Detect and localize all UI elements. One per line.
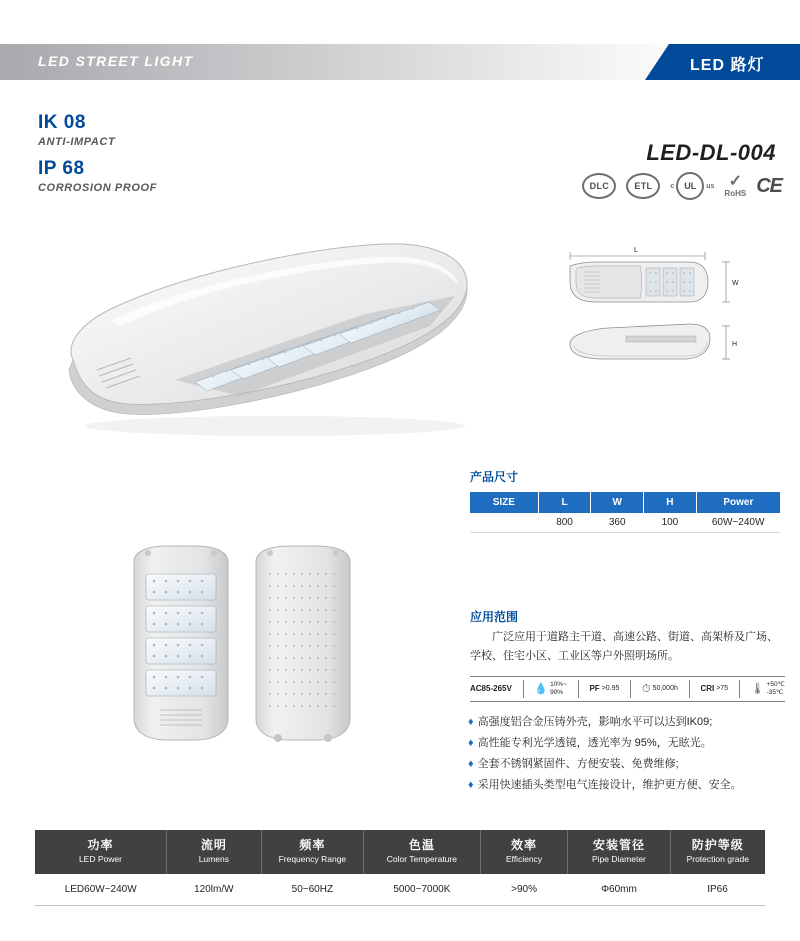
spec-cri bbox=[700, 685, 728, 693]
rating-block bbox=[38, 112, 157, 204]
col-efficiency-en: Efficiency bbox=[505, 854, 543, 864]
rohs-icon bbox=[724, 172, 747, 198]
specification-table bbox=[35, 830, 765, 906]
feature-text: 高性能专利光学透镜，透光率为 95%，无眩光。 bbox=[477, 737, 712, 749]
clock-icon: ⏱ bbox=[641, 683, 651, 695]
col-cct-cn: 色温 bbox=[408, 838, 435, 852]
cell-protection: IP66 bbox=[670, 874, 765, 906]
dim-cell-l: 800 bbox=[538, 513, 591, 533]
spec-col-lumens bbox=[166, 830, 261, 874]
col-protection-cn: 防护等级 bbox=[691, 838, 744, 852]
table-row bbox=[35, 874, 765, 906]
spec-icon-strip bbox=[470, 676, 785, 702]
ik-rating-code: IK 08 bbox=[38, 112, 86, 133]
dimensions-title: 产品尺寸 bbox=[470, 470, 519, 484]
dim-col-l: L bbox=[538, 492, 591, 513]
col-cct-en: Color Temperature bbox=[386, 854, 457, 864]
col-pipe-cn: 安装管径 bbox=[592, 838, 645, 852]
drawing-label-w: W bbox=[732, 280, 739, 287]
spec-col-frequency bbox=[261, 830, 363, 874]
col-frequency-en: Frequency Range bbox=[278, 854, 347, 864]
spec-col-pipe bbox=[568, 830, 670, 874]
cell-power: LED60W~240W bbox=[35, 874, 166, 906]
rohs-label: RoHS bbox=[724, 188, 747, 198]
ul-listed-icon bbox=[670, 172, 714, 200]
dim-cell-h: 100 bbox=[644, 513, 697, 533]
col-frequency-cn: 频率 bbox=[299, 838, 326, 852]
cell-pipe: Φ60mm bbox=[568, 874, 670, 906]
bullet-icon: ♦ bbox=[468, 716, 474, 728]
spec-lifetime bbox=[642, 685, 678, 693]
droplet-icon: 💧 bbox=[534, 683, 549, 695]
bullet-icon: ♦ bbox=[468, 758, 474, 770]
certification-badges bbox=[582, 172, 782, 200]
pf-label: PF bbox=[589, 684, 600, 693]
col-power-cn: 功率 bbox=[87, 838, 114, 852]
list-item bbox=[468, 712, 788, 733]
feature-text: 全套不锈钢紧固件、方便安装、免费维修; bbox=[477, 758, 679, 770]
col-power-en: LED Power bbox=[78, 854, 122, 864]
col-pipe-en: Pipe Diameter bbox=[592, 854, 646, 864]
spec-temperature bbox=[751, 681, 785, 697]
bullet-icon: ♦ bbox=[468, 779, 474, 791]
divider bbox=[578, 680, 579, 698]
spec-header-row bbox=[35, 830, 765, 874]
col-lumens-cn: 流明 bbox=[200, 838, 227, 852]
divider bbox=[689, 680, 690, 698]
spec-col-power bbox=[35, 830, 166, 874]
ip-rating-code: IP 68 bbox=[38, 158, 85, 179]
spec-col-cct bbox=[363, 830, 480, 874]
temp-low: -35℃ bbox=[766, 689, 784, 696]
bullet-icon: ♦ bbox=[468, 737, 474, 749]
list-item bbox=[468, 775, 788, 796]
cell-lumens: 120lm/W bbox=[166, 874, 261, 906]
dimming-line2: 90% bbox=[550, 689, 564, 696]
drawing-label-h: H bbox=[732, 341, 738, 348]
hero-product-image bbox=[35, 230, 505, 450]
application-title: 应用范围 bbox=[470, 610, 519, 624]
page-header bbox=[0, 44, 800, 80]
spec-col-efficiency bbox=[480, 830, 568, 874]
dim-cell-size bbox=[470, 513, 538, 533]
col-lumens-en: Lumens bbox=[198, 854, 229, 864]
dim-cell-power: 60W~240W bbox=[696, 513, 780, 533]
spec-col-protection bbox=[670, 830, 765, 874]
dimensions-table bbox=[470, 492, 780, 533]
col-protection-en: Protection grade bbox=[686, 854, 749, 864]
divider bbox=[630, 680, 631, 698]
dimension-drawing bbox=[530, 240, 780, 400]
dlc-icon: DLC bbox=[582, 173, 616, 199]
feature-list bbox=[468, 712, 788, 796]
ce-icon: CE bbox=[756, 174, 782, 197]
ul-prefix: c bbox=[670, 182, 675, 190]
dim-cell-w: 360 bbox=[591, 513, 644, 533]
cell-efficiency: >90% bbox=[480, 874, 568, 906]
lifetime-value: 50,000h bbox=[652, 685, 678, 692]
street-light-illustration bbox=[35, 230, 505, 450]
cell-cct: 5000~7000K bbox=[363, 874, 480, 906]
temp-high: +50℃ bbox=[766, 681, 785, 688]
thermometer-icon: 🌡 bbox=[750, 683, 765, 695]
technical-drawings bbox=[530, 240, 780, 400]
col-efficiency-cn: 效率 bbox=[511, 838, 538, 852]
application-text: 广泛应用于道路主干道、高速公路、街道、高架桥及广场、学校、住宅小区、工业区等户外照明场所。 bbox=[470, 631, 778, 662]
cri-label: CRI bbox=[700, 684, 715, 693]
cell-frequency: 50~60HZ bbox=[261, 874, 363, 906]
ul-suffix: us bbox=[706, 182, 715, 190]
dim-col-h: H bbox=[644, 492, 697, 513]
spec-dimming bbox=[534, 681, 567, 697]
table-row bbox=[470, 513, 780, 533]
dim-col-power: Power bbox=[696, 492, 780, 513]
divider bbox=[739, 680, 740, 698]
dim-col-size: SIZE bbox=[470, 492, 538, 513]
dim-col-w: W bbox=[591, 492, 644, 513]
model-number: LED-DL-004 bbox=[646, 140, 776, 165]
spec-voltage bbox=[470, 685, 512, 693]
cri-value: >75 bbox=[716, 685, 729, 692]
front-and-back-views bbox=[120, 540, 370, 770]
spec-power-factor bbox=[589, 685, 619, 693]
dimensions-header-row bbox=[470, 492, 780, 513]
secondary-product-images bbox=[120, 540, 370, 770]
feature-text: 采用快速插头类型电气连接设计，维护更方便、安全。 bbox=[477, 779, 742, 791]
header-chinese-title: LED 路灯 bbox=[690, 57, 765, 74]
divider bbox=[523, 680, 524, 698]
list-item bbox=[468, 733, 788, 754]
feature-text: 高强度铝合金压铸外壳，影响水平可以达到IK09; bbox=[477, 716, 713, 728]
voltage-label: AC85-265V bbox=[470, 684, 512, 693]
ul-mark: UL bbox=[676, 172, 704, 200]
list-item bbox=[468, 754, 788, 775]
rohs-check-icon: ✓ bbox=[728, 172, 743, 190]
etl-icon: ETL bbox=[626, 173, 660, 199]
ik-rating-desc: ANTI-IMPACT bbox=[38, 136, 116, 148]
pf-value: >0.95 bbox=[601, 685, 620, 692]
header-english-title: LED STREET LIGHT bbox=[38, 53, 194, 69]
ip-rating-desc: CORROSION PROOF bbox=[38, 182, 158, 194]
drawing-label-l: L bbox=[634, 247, 638, 254]
dimming-line1: 10%~ bbox=[550, 681, 567, 688]
